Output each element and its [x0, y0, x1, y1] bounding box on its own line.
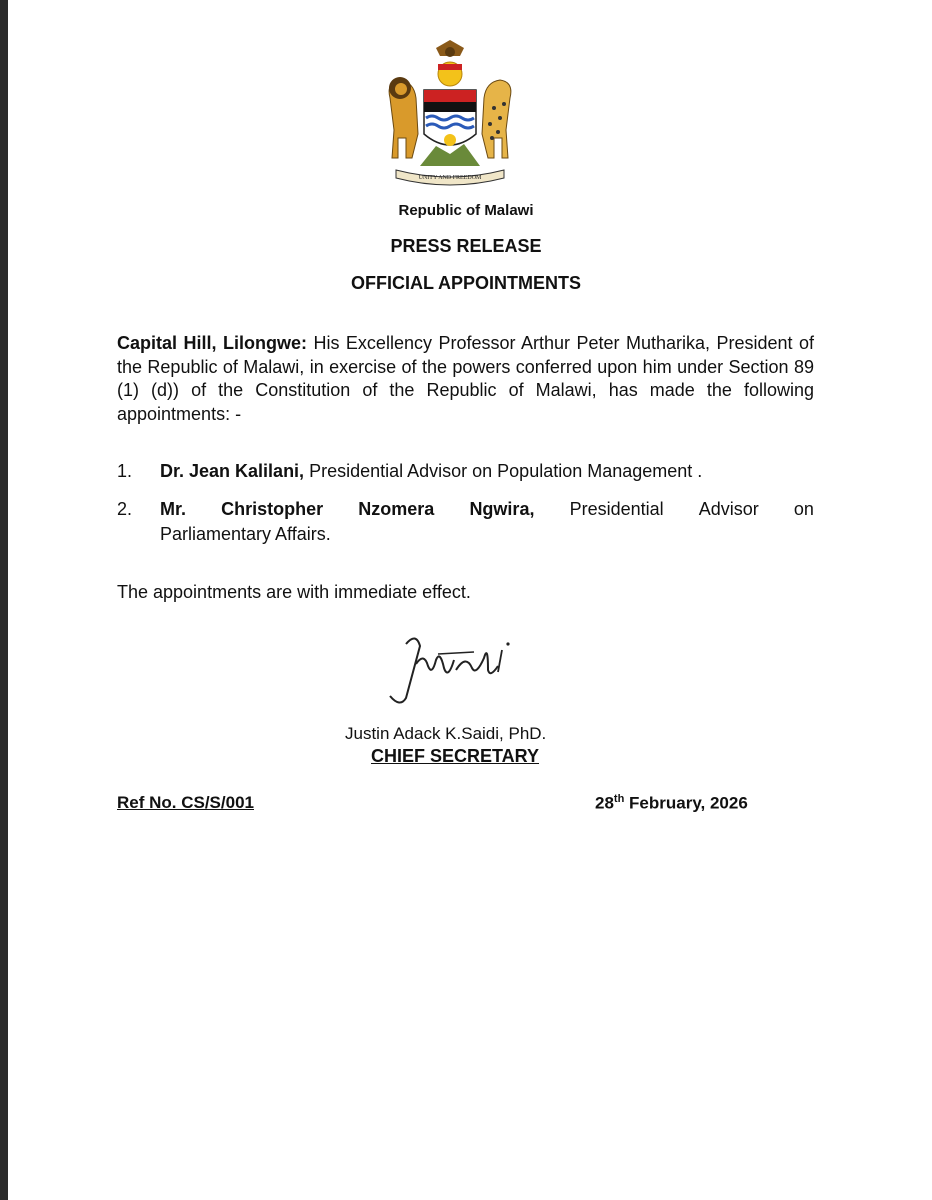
item-number: 2.	[117, 499, 133, 519]
reference-number: Ref No. CS/S/001	[117, 793, 254, 812]
intro-location: Capital Hill, Lilongwe:	[117, 333, 307, 353]
appointee-name: Dr. Jean Kalilani,	[160, 461, 305, 481]
intro-text: His Excellency Professor Arthur Peter Mutharika, President of the Republic of Malawi, in exercise of the powers conferred upon him under Section 89 (1) (d)) of the Constitution of the Republic of Malawi, has made the following appointments: -	[117, 333, 814, 424]
intro-paragraph	[117, 332, 814, 426]
closing-statement: The appointments are with immediate effect.	[117, 582, 471, 602]
date-rest: February, 2026	[624, 793, 748, 813]
handwritten-signature	[376, 624, 526, 710]
release-date	[595, 793, 748, 814]
svg-text:UNITY AND FREEDOM: UNITY AND FREEDOM	[418, 175, 482, 181]
appointee-name-word: Ngwira,	[469, 499, 535, 519]
appointee-role-continued: Parliamentary Affairs.	[160, 524, 331, 544]
appointee-role-word: on	[793, 499, 814, 519]
item-number: 1.	[117, 461, 133, 481]
appointee-role-word: Presidential	[569, 499, 664, 519]
document-subject: OFFICIAL APPOINTMENTS	[350, 273, 581, 293]
appointee-name-word: Christopher	[221, 499, 324, 519]
appointee-name-word: Mr.	[160, 499, 187, 519]
date-day: 28	[595, 793, 614, 813]
date-suffix: th	[613, 793, 625, 805]
coat-of-arms-emblem	[376, 38, 524, 188]
document-type: PRESS RELEASE	[390, 236, 542, 256]
country-name: Republic of Malawi	[398, 202, 534, 219]
signatory-name: Justin Adack K.Saidi, PhD.	[345, 724, 547, 743]
appointee-role: Presidential Advisor on Population Management .	[304, 461, 703, 481]
appointee-role-word: Advisor	[698, 499, 759, 519]
appointee-name-word: Nzomera	[358, 499, 435, 519]
signatory-title: CHIEF SECRETARY	[371, 746, 540, 766]
